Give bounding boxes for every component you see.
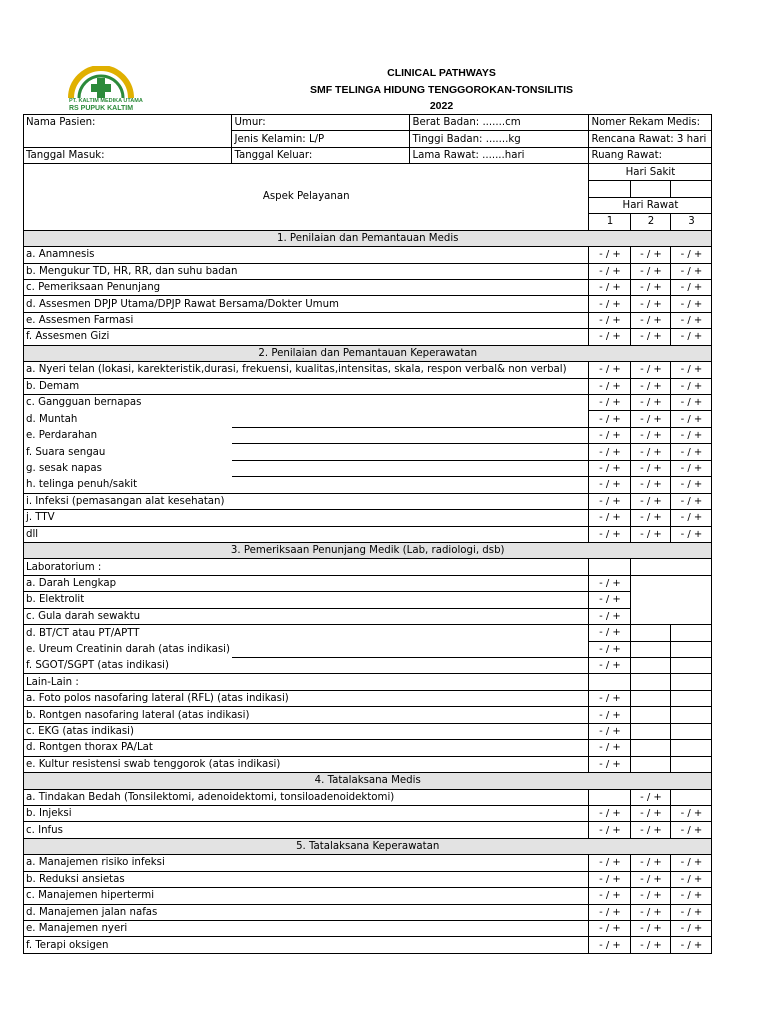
mark-cell[interactable]: - / + xyxy=(589,477,631,493)
mark-cell[interactable]: - / + xyxy=(631,296,671,312)
form-title: CLINICAL PATHWAYS xyxy=(387,67,496,79)
mark-cell[interactable]: - / + xyxy=(631,822,671,838)
s2-row-label: dll xyxy=(24,526,589,542)
section-4-title: 4. Tatalaksana Medis xyxy=(24,773,712,789)
mark-cell[interactable]: - / + xyxy=(671,247,712,263)
mark-cell[interactable]: - / + xyxy=(671,921,712,937)
mark-cell[interactable]: - / + xyxy=(671,805,712,821)
mark-cell[interactable]: - / + xyxy=(671,460,712,476)
mark-cell[interactable]: - / + xyxy=(631,937,671,953)
mark-cell[interactable]: - / + xyxy=(631,427,671,443)
s3-lab-row-label: b. Elektrolit xyxy=(24,592,589,608)
height-field[interactable]: Tinggi Badan: .......kg xyxy=(410,131,589,147)
mark-cell[interactable]: - / + xyxy=(671,526,712,542)
hari-sakit-cell-2[interactable] xyxy=(631,181,671,197)
s3-lab-row-label: e. Ureum Creatinin darah (atas indikasi) xyxy=(24,641,232,657)
mark-cell[interactable]: - / + xyxy=(589,592,631,608)
mark-cell[interactable]: - / + xyxy=(671,871,712,887)
mark-cell[interactable]: - / + xyxy=(589,756,631,772)
mark-cell[interactable]: - / + xyxy=(671,329,712,345)
s1-row-label: b. Mengukur TD, HR, RR, dan suhu badan xyxy=(24,263,589,279)
other-label: Lain-Lain : xyxy=(24,674,589,690)
mark-cell[interactable]: - / + xyxy=(589,707,631,723)
mark-cell[interactable]: - / + xyxy=(589,460,631,476)
mark-cell[interactable]: - / + xyxy=(589,329,631,345)
mark-cell[interactable]: - / + xyxy=(589,312,631,328)
day-2-header: 2 xyxy=(631,214,671,230)
mark-cell[interactable]: - / + xyxy=(631,493,671,509)
s3-other-row-label: b. Rontgen nasofaring lateral (atas indikasi) xyxy=(24,707,589,723)
mark-cell[interactable]: - / + xyxy=(589,641,631,657)
mark-cell[interactable]: - / + xyxy=(589,395,631,411)
mark-cell[interactable]: - / + xyxy=(631,789,671,805)
s2-row-label: g. sesak napas xyxy=(24,460,232,476)
mark-cell[interactable]: - / + xyxy=(589,723,631,739)
mark-cell[interactable]: - / + xyxy=(631,871,671,887)
mark-cell[interactable]: - / + xyxy=(631,362,671,378)
form-year: 2022 xyxy=(429,100,454,112)
clinical-pathway-table xyxy=(23,114,712,954)
mark-cell[interactable]: - / + xyxy=(589,263,631,279)
logo-emblem-icon xyxy=(65,66,145,100)
mark-cell[interactable]: - / + xyxy=(631,855,671,871)
mark-cell[interactable]: - / + xyxy=(589,378,631,394)
ward-field[interactable]: Ruang Rawat: xyxy=(589,147,712,163)
s3-other-row-label: e. Kultur resistensi swab tenggorok (atas indikasi) xyxy=(24,756,589,772)
section-1-title: 1. Penilaian dan Pemantauan Medis xyxy=(24,230,712,246)
discharge-date-field[interactable]: Tanggal Keluar: xyxy=(232,147,410,163)
mark-cell[interactable]: - / + xyxy=(589,444,631,460)
s5-row-label: b. Reduksi ansietas xyxy=(24,871,589,887)
logo-company: PT. KALTIM MEDIKA UTAMA xyxy=(69,98,143,104)
mark-cell[interactable]: - / + xyxy=(671,937,712,953)
s3-other-row-label: a. Foto polos nasofaring lateral (RFL) (atas indikasi) xyxy=(24,690,589,706)
mark-cell[interactable]: - / + xyxy=(589,690,631,706)
s2-row-label: f. Suara sengau xyxy=(24,444,232,460)
mark-cell[interactable]: - / + xyxy=(671,312,712,328)
mark-cell[interactable]: - / + xyxy=(631,312,671,328)
mark-cell[interactable]: - / + xyxy=(589,526,631,542)
s5-row-label: a. Manajemen risiko infeksi xyxy=(24,855,589,871)
s3-lab-row-label: d. BT/CT atau PT/APTT xyxy=(24,625,589,641)
mark-cell[interactable]: - / + xyxy=(589,871,631,887)
mark-cell[interactable]: - / + xyxy=(631,904,671,920)
mark-cell[interactable]: - / + xyxy=(671,395,712,411)
mark-cell[interactable]: - / + xyxy=(589,805,631,821)
logo-hospital: RS PUPUK KALTIM xyxy=(69,105,134,112)
hospital-logo xyxy=(65,66,145,114)
hari-rawat-header: Hari Rawat xyxy=(589,197,712,213)
mark-cell[interactable]: - / + xyxy=(589,411,631,427)
mark-cell[interactable]: - / + xyxy=(631,378,671,394)
mark-cell[interactable]: - / + xyxy=(671,427,712,443)
s1-row-label: d. Assesmen DPJP Utama/DPJP Rawat Bersama/Dokter Umum xyxy=(24,296,589,312)
hari-sakit-cell-1[interactable] xyxy=(589,181,631,197)
mark-cell[interactable]: - / + xyxy=(589,625,631,641)
lab-label: Laboratorium : xyxy=(24,559,589,575)
mark-cell[interactable]: - / + xyxy=(631,510,671,526)
mark-cell[interactable]: - / + xyxy=(671,493,712,509)
mark-cell[interactable]: - / + xyxy=(671,510,712,526)
section-5-title: 5. Tatalaksana Keperawatan xyxy=(24,838,712,854)
age-field[interactable]: Umur: xyxy=(232,115,410,131)
s5-row-label: c. Manajemen hipertermi xyxy=(24,888,589,904)
section-3-title: 3. Pemeriksaan Penunjang Medik (Lab, radiologi, dsb) xyxy=(24,542,712,558)
mark-cell[interactable]: - / + xyxy=(631,444,671,460)
s2-row-label: c. Gangguan bernapas xyxy=(24,395,589,411)
mark-cell[interactable]: - / + xyxy=(671,362,712,378)
mark-cell[interactable]: - / + xyxy=(589,608,631,624)
s5-row-label: e. Manajemen nyeri xyxy=(24,921,589,937)
s4-row-label: c. Infus xyxy=(24,822,589,838)
s2-row-label: i. Infeksi (pemasangan alat kesehatan) xyxy=(24,493,589,509)
s1-row-label: f. Assesmen Gizi xyxy=(24,329,589,345)
s3-lab-row-label: c. Gula darah sewaktu xyxy=(24,608,589,624)
s5-row-label: d. Manajemen jalan nafas xyxy=(24,904,589,920)
s4-row-label: a. Tindakan Bedah (Tonsilektomi, adenoidektomi, tonsiloadenoidektomi) xyxy=(24,789,589,805)
s5-row-label: f. Terapi oksigen xyxy=(24,937,589,953)
mark-cell[interactable]: - / + xyxy=(671,904,712,920)
mark-cell[interactable]: - / + xyxy=(631,329,671,345)
mark-cell[interactable]: - / + xyxy=(631,921,671,937)
s3-other-row-label: c. EKG (atas indikasi) xyxy=(24,723,589,739)
s3-lab-row-label: a. Darah Lengkap xyxy=(24,575,589,591)
mark-cell[interactable]: - / + xyxy=(589,296,631,312)
mark-cell[interactable]: - / + xyxy=(631,526,671,542)
mark-cell[interactable]: - / + xyxy=(671,444,712,460)
mark-cell[interactable]: - / + xyxy=(589,740,631,756)
mark-cell[interactable]: - / + xyxy=(589,427,631,443)
mark-cell[interactable]: - / + xyxy=(671,855,712,871)
mark-cell[interactable]: - / + xyxy=(589,921,631,937)
s2-row-label: j. TTV xyxy=(24,510,589,526)
s2-row-label: b. Demam xyxy=(24,378,589,394)
length-of-stay-field[interactable]: Lama Rawat: .......hari xyxy=(410,147,589,163)
s1-row-label: c. Pemeriksaan Penunjang xyxy=(24,279,589,295)
s2-row-label: h. telinga penuh/sakit xyxy=(24,477,589,493)
mark-cell[interactable]: - / + xyxy=(589,855,631,871)
mark-cell[interactable]: - / + xyxy=(671,263,712,279)
mark-cell[interactable]: - / + xyxy=(671,378,712,394)
planned-stay-field[interactable]: Rencana Rawat: 3 hari xyxy=(589,131,712,147)
mark-cell[interactable]: - / + xyxy=(671,888,712,904)
mark-cell[interactable]: - / + xyxy=(589,575,631,591)
weight-field[interactable]: Berat Badan: .......cm xyxy=(410,115,589,131)
s2-row-label: d. Muntah xyxy=(24,411,232,427)
aspek-pelayanan-header: Aspek Pelayanan xyxy=(24,164,589,230)
mark-cell[interactable]: - / + xyxy=(631,805,671,821)
mark-cell[interactable]: - / + xyxy=(589,822,631,838)
s4-row-label: b. Injeksi xyxy=(24,805,589,821)
mark-cell[interactable]: - / + xyxy=(589,279,631,295)
hari-sakit-header: Hari Sakit xyxy=(589,164,712,181)
mark-cell[interactable]: - / + xyxy=(589,888,631,904)
patient-name-field[interactable]: Nama Pasien: xyxy=(24,115,232,131)
mark-cell[interactable]: - / + xyxy=(589,658,631,674)
s3-lab-row-label: f. SGOT/SGPT (atas indikasi) xyxy=(24,658,589,674)
mark-cell[interactable]: - / + xyxy=(631,395,671,411)
mark-cell[interactable]: - / + xyxy=(631,477,671,493)
mark-cell[interactable]: - / + xyxy=(671,411,712,427)
mark-cell[interactable]: - / + xyxy=(631,279,671,295)
admission-date-field[interactable]: Tanggal Masuk: xyxy=(24,147,232,163)
s2-row-label: a. Nyeri telan (lokasi, karekteristik,durasi, frekuensi, kualitas,intensitas, skala, respon verbal& non verbal) xyxy=(24,362,589,378)
mark-cell[interactable]: - / + xyxy=(589,247,631,263)
s2-row-label: e. Perdarahan xyxy=(24,427,232,443)
mark-cell[interactable]: - / + xyxy=(589,362,631,378)
section-2-title: 2. Penilaian dan Pemantauan Keperawatan xyxy=(24,345,712,361)
form-subtitle: SMF TELINGA HIDUNG TENGGOROKAN-TONSILITIS xyxy=(309,84,574,96)
gender-field[interactable]: Jenis Kelamin: L/P xyxy=(232,131,410,147)
mark-cell[interactable]: - / + xyxy=(631,247,671,263)
mark-cell[interactable]: - / + xyxy=(631,411,671,427)
mark-cell[interactable]: - / + xyxy=(589,510,631,526)
mark-cell[interactable]: - / + xyxy=(671,477,712,493)
s1-row-label: a. Anamnesis xyxy=(24,247,589,263)
mark-cell[interactable]: - / + xyxy=(589,904,631,920)
day-3-header: 3 xyxy=(671,214,712,230)
mark-cell[interactable]: - / + xyxy=(631,888,671,904)
mark-cell[interactable]: - / + xyxy=(589,937,631,953)
mark-cell[interactable]: - / + xyxy=(631,460,671,476)
day-1-header: 1 xyxy=(589,214,631,230)
mark-cell[interactable]: - / + xyxy=(671,296,712,312)
mark-cell[interactable]: - / + xyxy=(631,263,671,279)
mark-cell[interactable]: - / + xyxy=(671,822,712,838)
mark-cell[interactable]: - / + xyxy=(671,279,712,295)
mark-cell[interactable]: - / + xyxy=(589,493,631,509)
s3-other-row-label: d. Rontgen thorax PA/Lat xyxy=(24,740,589,756)
hari-sakit-cell-3[interactable] xyxy=(671,181,712,197)
s1-row-label: e. Assesmen Farmasi xyxy=(24,312,589,328)
medical-record-field[interactable]: Nomer Rekam Medis: xyxy=(589,115,712,131)
